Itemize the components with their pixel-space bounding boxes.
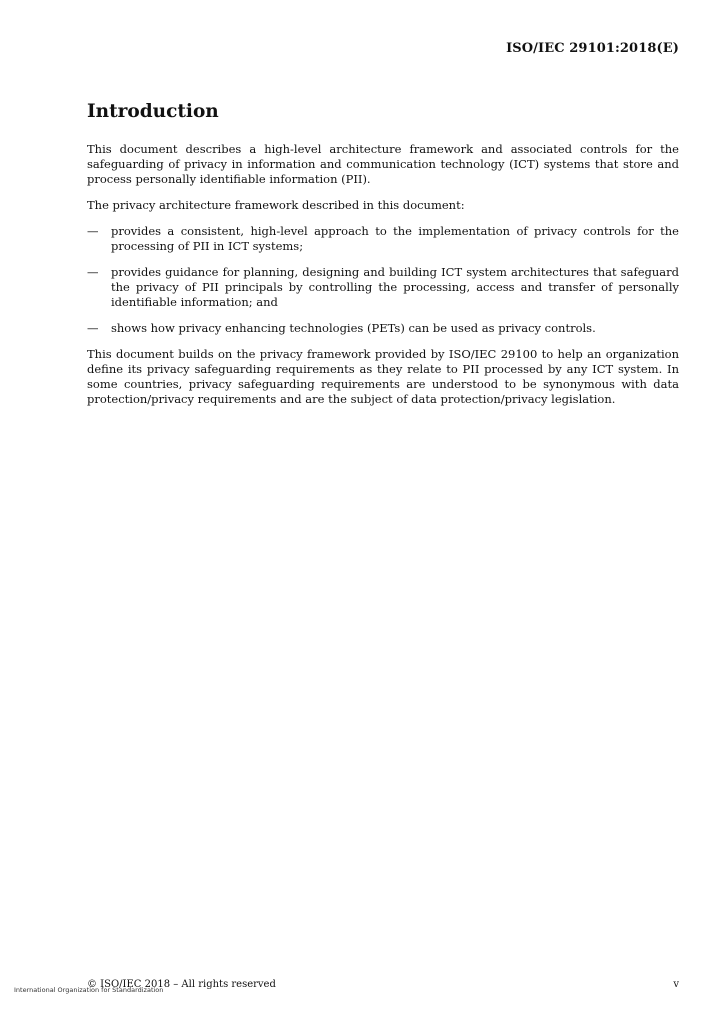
section-body	[87, 142, 679, 418]
intro-paragraph: This document describes a high-level architecture framework and associated controls for the safeguarding of privacy in information and communication technology (ICT) systems that store and process personally identifiable information (PII).	[87, 142, 679, 186]
dash-marker: —	[87, 321, 99, 335]
document-id: ISO/IEC 29101:2018(E)	[506, 41, 679, 56]
bullet-text: provides a consistent, high-level approach to the implementation of privacy controls for the processing of PII in ICT systems;	[111, 224, 679, 253]
page-number: v	[673, 979, 679, 990]
bullet-item	[87, 321, 679, 336]
footer-watermark: International Organization for Standardization	[14, 986, 164, 994]
bullet-text: shows how privacy enhancing technologies (PETs) can be used as privacy controls.	[111, 321, 596, 335]
dash-marker: —	[87, 265, 99, 279]
bullet-list	[87, 224, 679, 336]
list-lead-paragraph: The privacy architecture framework described in this document:	[87, 198, 465, 212]
closing-paragraph: This document builds on the privacy framework provided by ISO/IEC 29100 to help an organization define its privacy safeguarding requirements as they relate to PII processed by any ICT system. In some countries, privacy safeguarding requirements are understood to be synonymous with data protection/privacy requirements and are the subject of data protection/privacy legislation.	[87, 347, 679, 406]
bullet-item	[87, 265, 679, 310]
bullet-item	[87, 224, 679, 254]
dash-marker: —	[87, 224, 99, 238]
footer-copyright: © ISO/IEC 2018 – All rights reserved	[87, 979, 276, 990]
section-heading: Introduction	[87, 101, 219, 122]
bullet-text: provides guidance for planning, designing and building ICT system architectures that safeguard the privacy of PII principals by controlling the processing, access and transfer of personally identifiable information; and	[111, 265, 679, 309]
